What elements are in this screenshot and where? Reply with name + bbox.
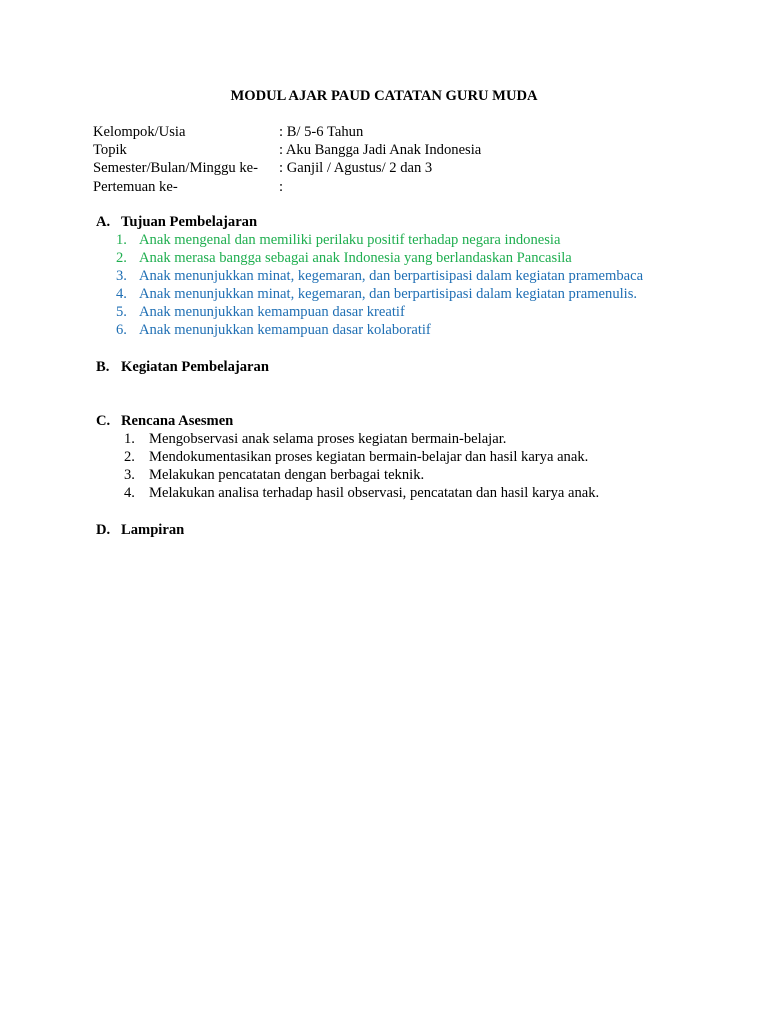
list-number: 1.: [124, 431, 135, 447]
section-heading: [96, 521, 184, 539]
section-letter: D.: [96, 522, 111, 538]
list-item: [96, 466, 599, 484]
section-letter: C.: [96, 413, 111, 429]
list-number: 4.: [124, 485, 135, 502]
asesmen-list: [96, 430, 599, 502]
section-letter: A.: [96, 214, 111, 230]
meta-row-pertemuan: [93, 178, 481, 196]
list-item: [96, 231, 643, 249]
list-item: [96, 484, 599, 502]
section-heading: [96, 412, 599, 430]
meta-label: Pertemuan ke-: [93, 178, 178, 195]
list-number: 6.: [116, 322, 127, 339]
list-text: Mengobservasi anak selama proses kegiatan bermain-belajar.: [149, 431, 507, 447]
list-number: 1.: [116, 232, 127, 248]
meta-label: Kelompok/Usia: [93, 124, 186, 140]
tujuan-list: [96, 231, 643, 340]
meta-row-topik: [93, 141, 481, 159]
list-number: 3.: [124, 467, 135, 484]
meta-row-kelompok: [93, 123, 481, 141]
list-text: Mendokumentasikan proses kegiatan bermain-belajar dan hasil karya anak.: [149, 449, 589, 466]
meta-value: :: [279, 178, 284, 195]
list-number: 3.: [116, 268, 127, 285]
section-heading: [96, 358, 269, 376]
meta-label: Topik: [93, 142, 127, 159]
meta-row-semester: [93, 159, 481, 177]
list-text: Melakukan analisa terhadap hasil observasi, pencatatan dan hasil karya anak.: [149, 485, 600, 502]
section-heading: [96, 213, 643, 231]
list-item: [96, 267, 643, 285]
section-letter: B.: [96, 359, 110, 375]
meta-value: : B/ 5-6 Tahun: [279, 124, 364, 140]
meta-value: : Aku Bangga Jadi Anak Indonesia: [279, 142, 482, 159]
list-item: [96, 321, 643, 339]
list-text: Anak menunjukkan minat, kegemaran, dan berpartisipasi dalam kegiatan pramenulis.: [139, 286, 638, 303]
list-text: Anak menunjukkan kemampuan dasar kreatif: [139, 304, 405, 321]
list-item: [96, 430, 599, 448]
section-title: Tujuan Pembelajaran: [121, 214, 258, 230]
list-item: [96, 448, 599, 466]
meta-label: Semester/Bulan/Minggu ke-: [93, 160, 258, 177]
list-item: [96, 249, 643, 267]
section-tujuan: [96, 213, 643, 340]
list-text: Anak menunjukkan minat, kegemaran, dan berpartisipasi dalam kegiatan pramembaca: [139, 268, 644, 285]
section-kegiatan: [96, 358, 269, 376]
meta-table: [93, 123, 481, 196]
list-text: Anak mengenal dan memiliki perilaku positif terhadap negara indonesia: [139, 232, 561, 248]
section-title: Lampiran: [121, 522, 185, 538]
list-text: Anak menunjukkan kemampuan dasar kolaboratif: [139, 322, 431, 339]
section-title: Rencana Asesmen: [121, 413, 234, 429]
list-text: Melakukan pencatatan dengan berbagai teknik.: [149, 467, 425, 484]
list-number: 2.: [124, 449, 135, 466]
list-number: 5.: [116, 304, 127, 321]
list-item: [96, 285, 643, 303]
meta-value: : Ganjil / Agustus/ 2 dan 3: [279, 160, 433, 177]
list-number: 4.: [116, 286, 127, 303]
list-number: 2.: [116, 250, 127, 267]
section-asesmen: [96, 412, 599, 502]
section-title: Kegiatan Pembelajaran: [121, 359, 269, 375]
document-title: MODUL AJAR PAUD CATATAN GURU MUDA: [230, 88, 538, 104]
list-text: Anak merasa bangga sebagai anak Indonesia yang berlandaskan Pancasila: [139, 250, 572, 267]
list-item: [96, 303, 643, 321]
section-lampiran: [96, 521, 184, 539]
